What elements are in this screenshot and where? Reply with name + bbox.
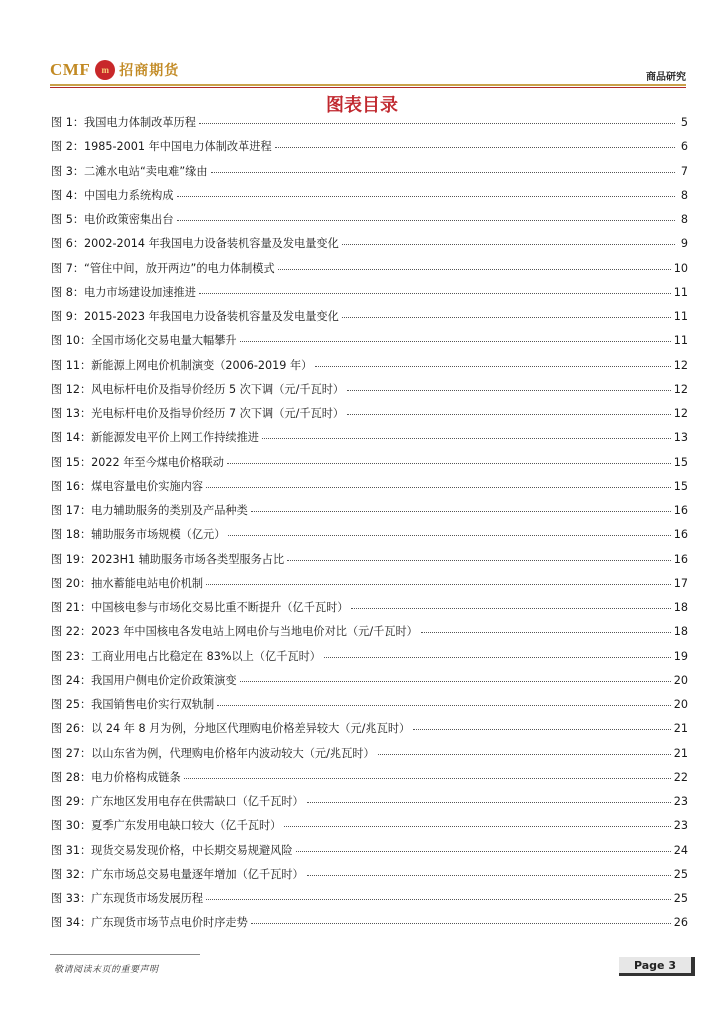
toc-entry[interactable] — [51, 551, 688, 575]
toc-entry[interactable] — [51, 769, 688, 793]
toc-entry[interactable] — [51, 720, 688, 744]
toc-entry[interactable] — [51, 454, 688, 478]
toc-entry[interactable] — [51, 890, 688, 914]
toc-dot-leader — [378, 754, 671, 755]
toc-entry-label: 图 25：我国销售电价实行双轨制 — [51, 698, 215, 711]
toc-entry-page: 6 — [680, 140, 688, 154]
toc-entry[interactable] — [51, 405, 688, 429]
toc-entry-label: 图 32：广东市场总交易电量逐年增加（亿千瓦时） — [51, 867, 304, 881]
toc-entry-page: 9 — [680, 237, 688, 251]
table-of-figures — [51, 114, 688, 939]
toc-dot-leader — [240, 681, 671, 682]
toc-entry-page: 7 — [680, 164, 688, 178]
toc-entry-page: 11 — [673, 285, 688, 299]
toc-entry[interactable] — [51, 381, 688, 405]
toc-dot-leader — [413, 729, 671, 730]
toc-entry[interactable] — [51, 526, 688, 550]
toc-entry[interactable] — [51, 575, 688, 599]
toc-entry[interactable] — [51, 138, 688, 162]
toc-entry-label: 图 18：辅助服务市场规模（亿元） — [51, 528, 226, 542]
disclaimer-note: 敬请阅读末页的重要声明 — [54, 965, 159, 975]
toc-entry[interactable] — [51, 114, 688, 138]
toc-entry-label: 图 9：2015-2023 年我国电力设备装机容量及发电量变化 — [51, 310, 339, 323]
toc-entry-page: 13 — [673, 431, 688, 445]
page-title: 图表目录 — [326, 95, 398, 116]
toc-entry-label: 图 14：新能源发电平价上网工作持续推进 — [51, 431, 259, 445]
toc-entry-label: 图 30：夏季广东发用电缺口较大（亿千瓦时） — [51, 819, 282, 833]
toc-entry[interactable] — [51, 163, 688, 187]
header-rule-gold — [50, 84, 686, 86]
toc-entry-label: 图 15：2022 年至今煤电价格联动 — [51, 455, 224, 469]
toc-entry[interactable] — [51, 672, 688, 696]
logo-chinese-text: 招商期货 — [119, 63, 180, 79]
toc-entry-label: 图 29：广东地区发用电存在供需缺口（亿千瓦时） — [51, 795, 304, 808]
logo-badge-icon: m — [95, 60, 115, 80]
toc-dot-leader — [421, 632, 671, 633]
toc-dot-leader — [251, 511, 671, 512]
toc-entry-page: 23 — [673, 819, 688, 833]
toc-entry-label: 图 10：全国市场化交易电量大幅攀升 — [51, 334, 237, 348]
toc-dot-leader — [184, 778, 671, 779]
toc-entry-label: 图 5：电价政策密集出台 — [51, 213, 174, 226]
toc-dot-leader — [342, 244, 675, 245]
toc-entry-page: 19 — [673, 649, 688, 663]
toc-dot-leader — [217, 705, 671, 706]
toc-entry[interactable] — [51, 478, 688, 502]
toc-entry[interactable] — [51, 429, 688, 453]
toc-dot-leader — [307, 802, 671, 803]
toc-entry-label: 图 17：电力辅助服务的类别及产品种类 — [51, 504, 248, 517]
toc-dot-leader — [287, 560, 671, 561]
toc-entry-page: 10 — [673, 261, 688, 275]
toc-entry[interactable] — [51, 793, 688, 817]
toc-dot-leader — [206, 584, 671, 585]
header-rule-red — [50, 87, 686, 88]
toc-entry[interactable] — [51, 187, 688, 211]
toc-entry[interactable] — [51, 332, 688, 356]
toc-entry-page: 11 — [673, 334, 688, 348]
section-tag: 商品研究 — [646, 72, 686, 83]
toc-entry[interactable] — [51, 866, 688, 890]
toc-entry-label: 图 34：广东现货市场节点电价时序走势 — [51, 916, 248, 930]
toc-entry-label: 图 1：我国电力体制改革历程 — [51, 116, 196, 129]
toc-dot-leader — [284, 826, 670, 827]
toc-entry[interactable] — [51, 745, 688, 769]
toc-entry-label: 图 19：2023H1 辅助服务市场各类型服务占比 — [51, 552, 285, 566]
toc-entry-label: 图 22：2023 年中国核电各发电站上网电价与当地电价对比（元/千瓦时） — [51, 625, 418, 639]
toc-dot-leader — [240, 341, 671, 342]
toc-dot-leader — [347, 390, 671, 391]
toc-entry-label: 图 23：工商业用电占比稳定在 83%以上（亿千瓦时） — [51, 649, 321, 663]
toc-entry[interactable] — [51, 308, 688, 332]
toc-entry[interactable] — [51, 284, 688, 308]
toc-dot-leader — [177, 220, 675, 221]
footer-rule — [50, 954, 200, 955]
toc-entry-label: 图 31：现货交易发现价格，中长期交易规避风险 — [51, 843, 293, 857]
toc-entry-label: 图 7：“管住中间，放开两边”的电力体制模式 — [51, 261, 275, 275]
toc-dot-leader — [206, 899, 671, 900]
toc-entry-page: 25 — [673, 892, 688, 905]
toc-entry-page: 12 — [673, 358, 688, 372]
toc-entry-page: 16 — [673, 504, 688, 517]
toc-entry-page: 11 — [673, 310, 688, 323]
toc-entry-page: 12 — [673, 382, 688, 396]
toc-entry-page: 20 — [673, 673, 688, 687]
toc-dot-leader — [199, 123, 675, 124]
toc-entry-label: 图 11：新能源上网电价机制演变（2006-2019 年） — [51, 358, 313, 372]
toc-entry-page: 8 — [680, 188, 688, 202]
toc-entry-label: 图 3：二滩水电站“卖电难”缘由 — [51, 164, 208, 178]
company-logo — [50, 58, 179, 82]
toc-entry[interactable] — [51, 260, 688, 284]
page-number-badge: Page 3 — [619, 957, 695, 976]
toc-entry[interactable] — [51, 357, 688, 381]
toc-entry-page: 17 — [673, 576, 688, 590]
toc-entry[interactable] — [51, 211, 688, 235]
toc-dot-leader — [251, 923, 671, 924]
toc-entry-label: 图 16：煤电容量电价实施内容 — [51, 479, 204, 493]
toc-entry-label: 图 27：以山东省为例，代理购电价格年内波动较大（元/兆瓦时） — [51, 746, 375, 760]
toc-entry-page: 24 — [673, 843, 688, 857]
toc-entry-label: 图 13：光电标杆电价及指导价经历 7 次下调（元/千瓦时） — [51, 407, 345, 420]
toc-dot-leader — [227, 463, 671, 464]
toc-entry-label: 图 6：2002-2014 年我国电力设备装机容量及发电量变化 — [51, 237, 339, 251]
toc-entry-label: 图 26：以 24 年 8 月为例，分地区代理购电价格差异较大（元/兆瓦时） — [51, 722, 411, 736]
toc-entry[interactable] — [51, 648, 688, 672]
toc-entry[interactable] — [51, 817, 688, 841]
toc-dot-leader — [342, 317, 671, 318]
toc-entry-page: 18 — [673, 601, 688, 614]
toc-dot-leader — [177, 196, 675, 197]
toc-entry-page: 21 — [673, 722, 688, 736]
toc-dot-leader — [199, 293, 671, 294]
toc-entry-page: 16 — [673, 528, 688, 542]
toc-dot-leader — [296, 851, 671, 852]
toc-entry-label: 图 33：广东现货市场发展历程 — [51, 892, 204, 905]
toc-entry[interactable] — [51, 502, 688, 526]
toc-dot-leader — [315, 366, 670, 367]
toc-entry-page: 22 — [673, 770, 688, 784]
toc-dot-leader — [262, 438, 671, 439]
toc-entry-page: 5 — [680, 116, 688, 129]
toc-entry-label: 图 21：中国核电参与市场化交易比重不断提升（亿千瓦时） — [51, 601, 349, 614]
toc-entry-label: 图 2：1985-2001 年中国电力体制改革进程 — [51, 140, 272, 154]
toc-entry-page: 21 — [673, 746, 688, 760]
toc-entry-label: 图 28：电力价格构成链条 — [51, 770, 181, 784]
toc-entry-label: 图 12：风电标杆电价及指导价经历 5 次下调（元/千瓦时） — [51, 382, 345, 396]
toc-entry[interactable] — [51, 623, 688, 647]
toc-entry-page: 15 — [673, 479, 688, 493]
logo-cmf-text: CMF — [50, 60, 91, 79]
toc-dot-leader — [351, 608, 670, 609]
toc-entry-label: 图 4：中国电力系统构成 — [51, 188, 174, 202]
toc-entry-page: 20 — [673, 698, 688, 711]
toc-entry-page: 15 — [673, 455, 688, 469]
toc-entry[interactable] — [51, 842, 688, 866]
toc-entry-page: 25 — [673, 867, 688, 881]
toc-entry-page: 18 — [673, 625, 688, 639]
toc-entry-page: 8 — [680, 213, 688, 226]
toc-dot-leader — [211, 172, 675, 173]
toc-entry-page: 16 — [673, 552, 688, 566]
toc-dot-leader — [324, 657, 671, 658]
toc-entry-label: 图 24：我国用户侧电价定价政策演变 — [51, 673, 237, 687]
toc-dot-leader — [228, 535, 670, 536]
toc-entry-label: 图 8：电力市场建设加速推进 — [51, 285, 196, 299]
toc-entry-page: 12 — [673, 407, 688, 420]
toc-entry-page: 26 — [673, 916, 688, 930]
toc-dot-leader — [307, 875, 671, 876]
toc-dot-leader — [206, 487, 671, 488]
toc-entry[interactable] — [51, 696, 688, 720]
toc-entry[interactable] — [51, 235, 688, 259]
toc-entry-page: 23 — [673, 795, 688, 808]
toc-entry[interactable] — [51, 914, 688, 938]
toc-dot-leader — [347, 414, 671, 415]
toc-entry[interactable] — [51, 599, 688, 623]
toc-dot-leader — [278, 269, 671, 270]
toc-dot-leader — [275, 147, 675, 148]
toc-entry-label: 图 20：抽水蓄能电站电价机制 — [51, 576, 204, 590]
